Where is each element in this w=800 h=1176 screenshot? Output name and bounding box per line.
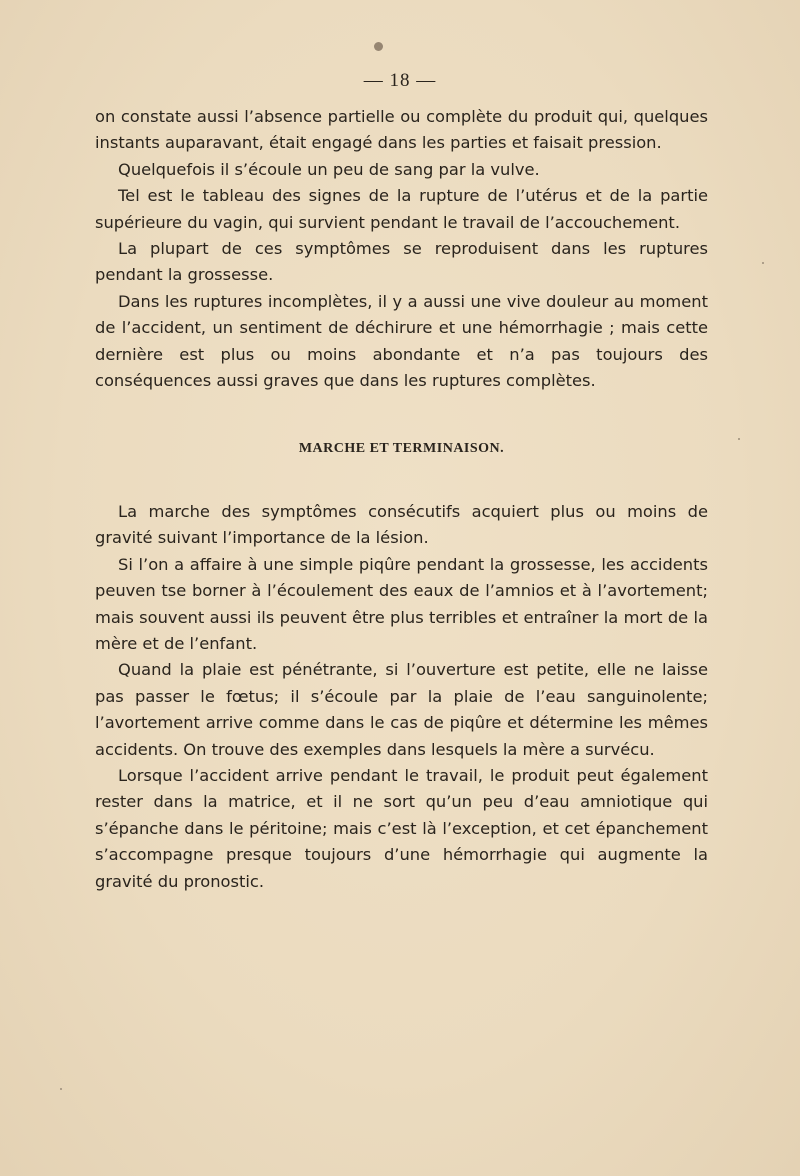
page-number: — 18 — [363, 70, 437, 91]
paragraph: Quelquefois il s’écoule un peu de sang par la vulve. [118, 159, 540, 179]
paragraph: Quand la plaie est pénétrante, si l’ouverture est petite, elle ne laisse pas passer le fœtus; il s’écoule par la plaie de l’eau sanguinolente; l’avortement arrive comme dans le cas de piqûre et détermine les mêmes accidents. On trouve des exemples dans lesquels la mère a survécu. [95, 660, 708, 759]
paragraph: Si l’on a affaire à une simple piqûre pendant la grossesse, les accidents peuven tse borner à l’écoulement des eaux de l’amnios et à l’avortement; mais souvent aussi ils peuvent être plus terribles et entraîner la mort de la mère et de l’enfant. [95, 554, 708, 653]
paragraph: Dans les ruptures incomplètes, il y a aussi une vive douleur au moment de l’accident, un sentiment de déchirure et une hémorrhagie ; mais cette dernière est plus ou moins abondante et n’a pas toujours des conséquences aussi graves que dans les ruptures complètes. [95, 291, 708, 391]
ink-stain [374, 42, 383, 51]
paper-speck [60, 1088, 62, 1090]
paragraph: La marche des symptômes consécutifs acquiert plus ou moins de gravité suivant l’importance de la lésion. [95, 501, 708, 548]
section-heading: MARCHE ET TERMINAISON. [298, 441, 505, 457]
paper-speck [738, 438, 740, 440]
paragraph: Lorsque l’accident arrive pendant le travail, le produit peut également rester dans la matrice, et il ne sort qu’un peu d’eau amniotique qui s’épanche dans le péritoine; mais c’est là l’exception, et cet épanchement s’accompagne presque toujours d’une hémorrhagie qui augmente la gravité du pronostic. [95, 765, 708, 891]
paragraph: on constate aussi l’absence partielle ou complète du produit qui, quelques instants auparavant, était engagé dans les parties et faisait pression. [95, 107, 708, 153]
paragraph: La plupart de ces symptômes se reproduisent dans les ruptures pendant la grossesse. [95, 239, 708, 285]
page-body [95, 104, 708, 895]
paragraph: Tel est le tableau des signes de la rupture de l’utérus et de la partie supérieure du vagin, qui survient pendant le travail de l’accouchement. [95, 186, 708, 232]
paper-speck [762, 262, 764, 264]
